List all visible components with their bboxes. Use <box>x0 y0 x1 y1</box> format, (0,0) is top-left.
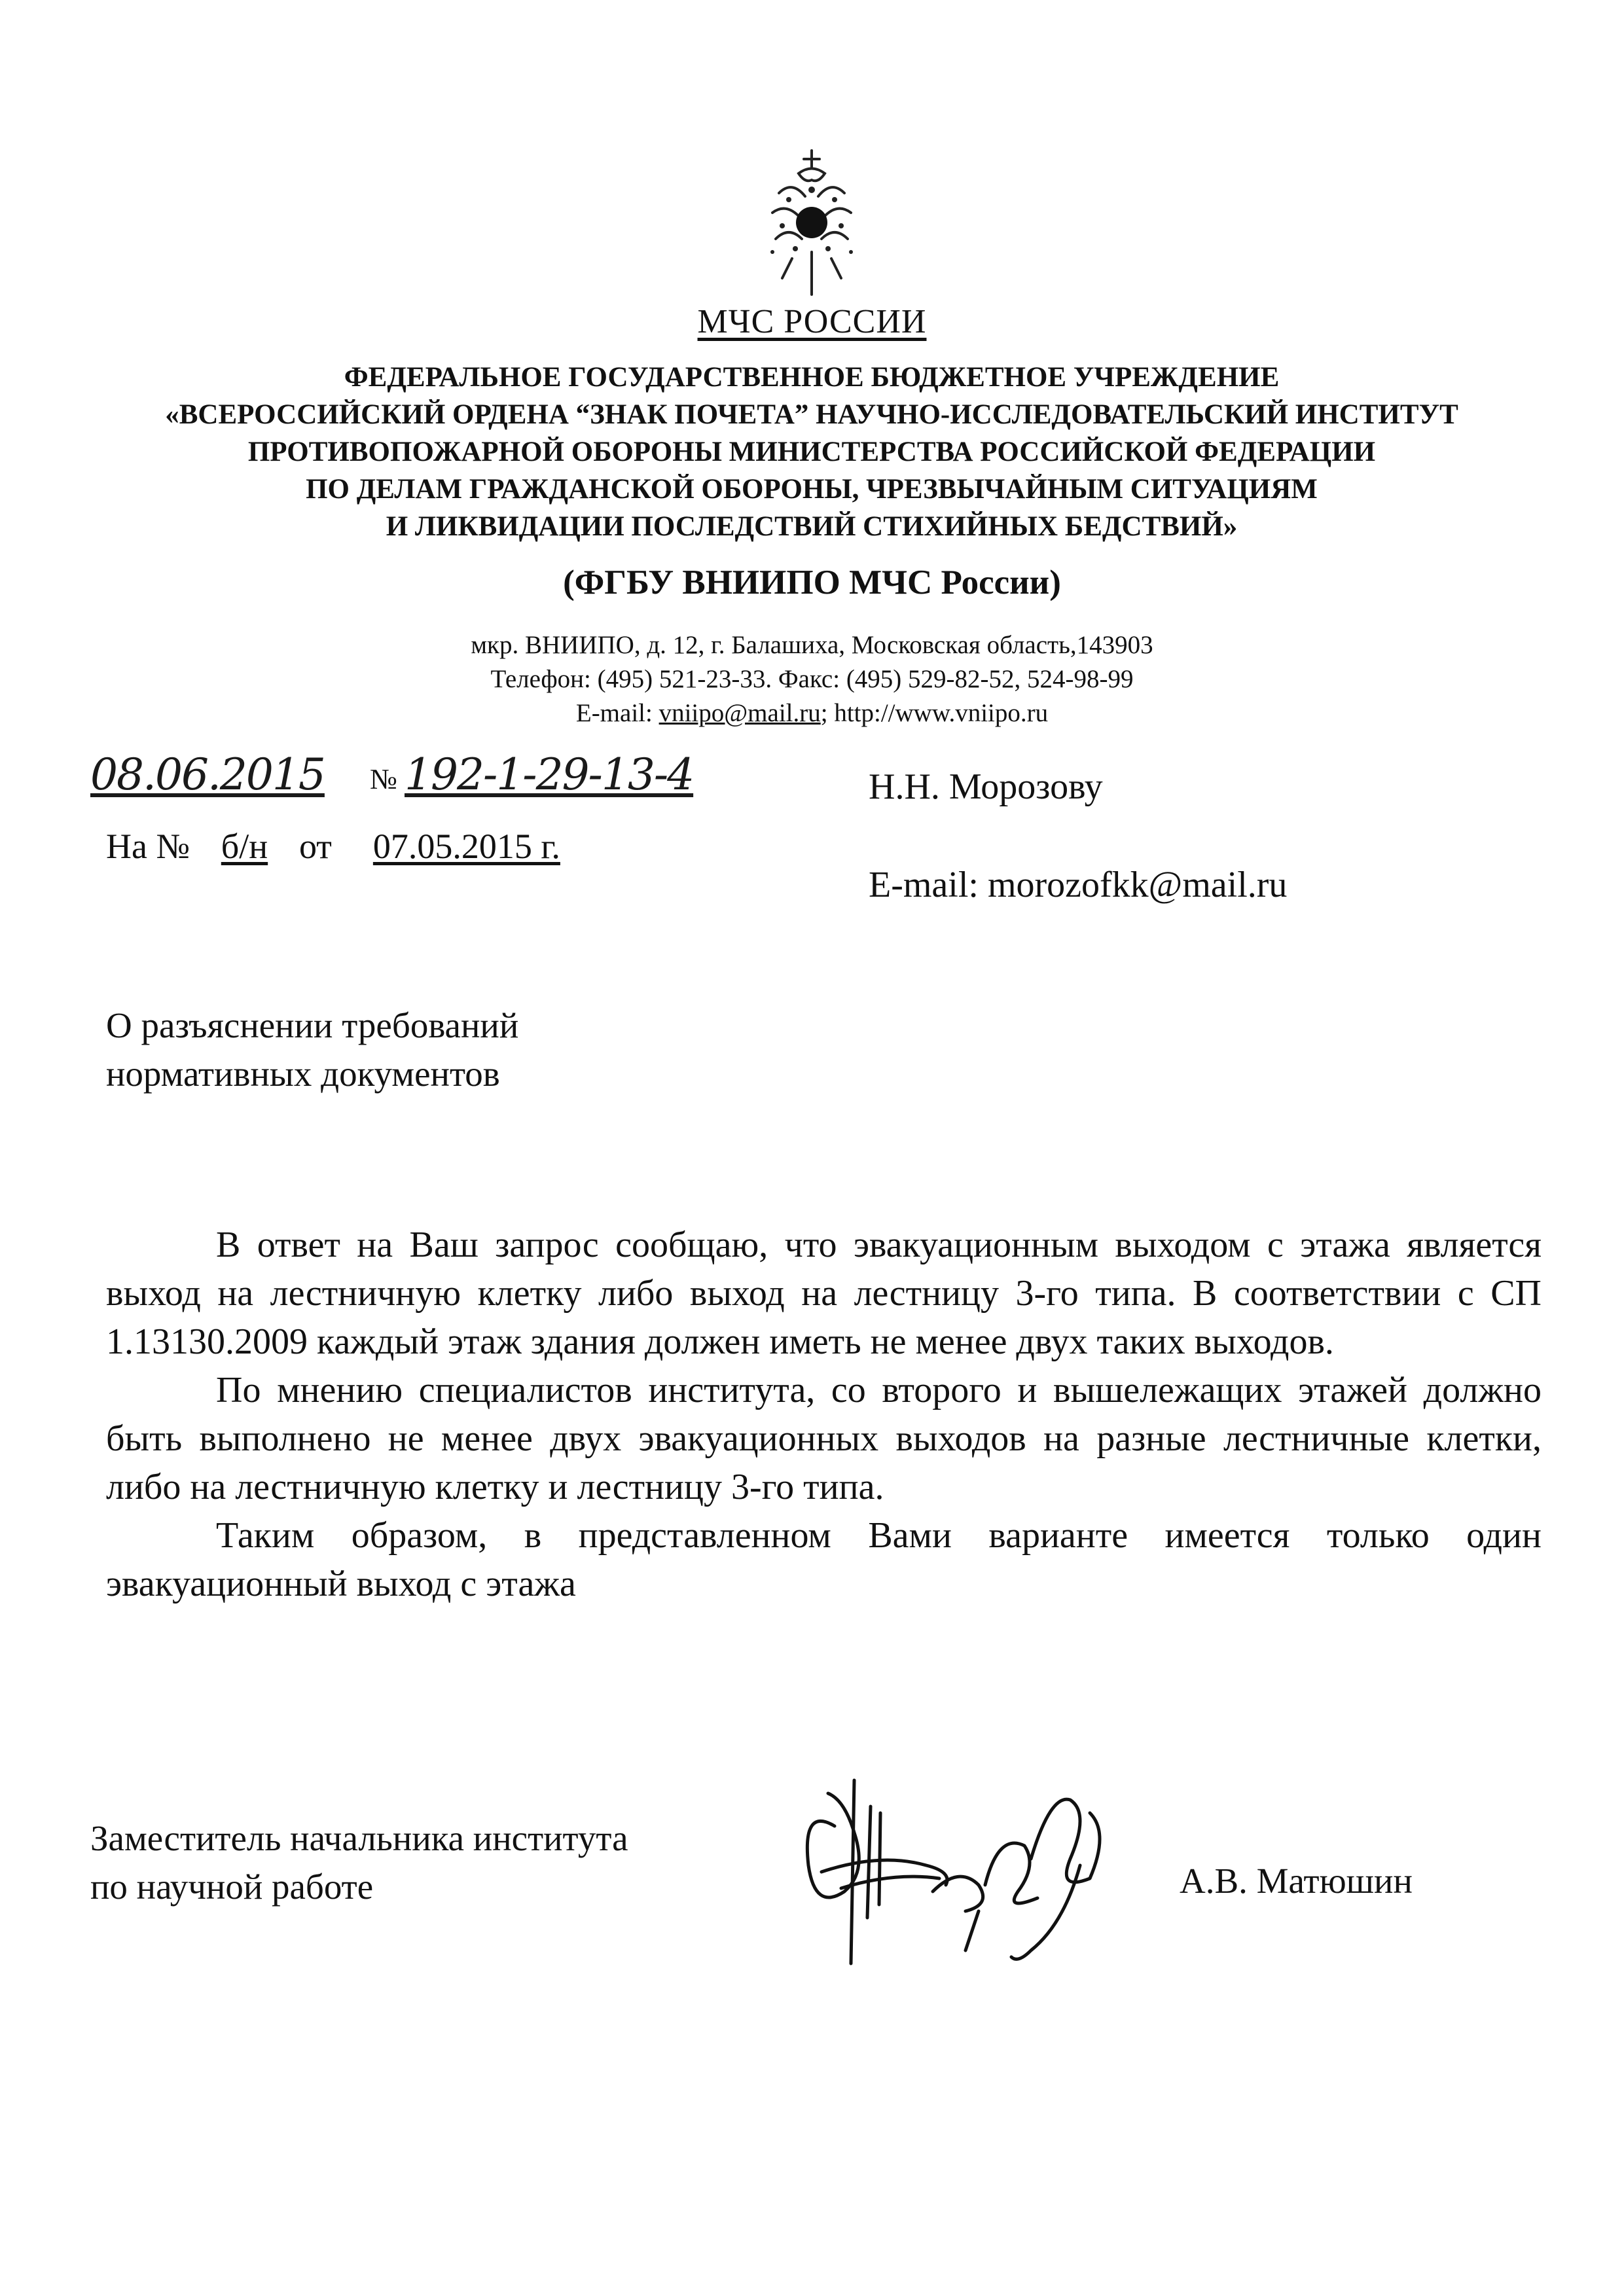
email-web-line <box>0 696 1624 730</box>
reference-line <box>106 826 592 867</box>
agency-name: МЧС РОССИИ <box>697 303 927 340</box>
outgoing-number: 192-1-29-13-4 <box>405 749 694 800</box>
contact-block <box>0 628 1624 730</box>
letter-body <box>106 1221 1542 1608</box>
website: ; http://www.vniipo.ru <box>820 699 1049 727</box>
subject-line: О разъяснении требований <box>106 1005 519 1045</box>
institution-name <box>92 359 1532 545</box>
institution-line: «ВСЕРОССИЙСКИЙ ОРДЕНА “ЗНАК ПОЧЕТА” НАУЧНО-ИССЛЕДОВАТЕЛЬСКИЙ ИНСТИТУТ <box>165 399 1458 430</box>
subject-line: нормативных документов <box>106 1054 500 1094</box>
handwritten-signature-icon <box>782 1754 1123 1970</box>
reference-from-label: от <box>299 827 332 866</box>
phones: Телефон: (495) 521-23-33. Факс: (495) 529-82-52, 524-98-99 <box>490 665 1134 693</box>
body-paragraph: В ответ на Ваш запрос сообщаю, что эвакуационным выходом с этажа является выход на лестничную клетку либо выход на лестницу 3-го типа. В соответствии с СП 1.13130.2009 каждый этаж здания должен иметь не менее двух таких выходов. <box>106 1225 1542 1362</box>
number-sign: № <box>370 763 397 795</box>
signatory-title-line: Заместитель начальника института <box>90 1818 628 1858</box>
signatory-title-line: по научной работе <box>90 1867 374 1907</box>
outgoing-date: 08.06.2015 <box>90 749 325 800</box>
body-paragraph: Таким образом, в представленном Вами варианте имеется только один эвакуационный выход с этажа <box>106 1515 1542 1604</box>
reference-date: 07.05.2015 г. <box>372 827 560 866</box>
signatory-name: А.В. Матюшин <box>1180 1861 1413 1901</box>
reference-prefix: На № <box>106 827 190 866</box>
signatory-title <box>90 1814 628 1911</box>
subject <box>106 1001 518 1098</box>
institution-email-link[interactable]: vniipo@mail.ru <box>659 699 821 727</box>
recipient-email: E-mail: morozofkk@mail.ru <box>869 865 1288 905</box>
institution-line: ФЕДЕРАЛЬНОЕ ГОСУДАРСТВЕННОЕ БЮДЖЕТНОЕ УЧРЕЖДЕНИЕ <box>344 362 1280 393</box>
institution-abbreviation: (ФГБУ ВНИИПО МЧС России) <box>563 564 1061 601</box>
institution-line: И ЛИКВИДАЦИИ ПОСЛЕДСТВИЙ СТИХИЙНЫХ БЕДСТВИЙ» <box>386 511 1238 542</box>
reference-number: б/н <box>221 827 268 866</box>
email-label: E-mail: <box>575 699 659 727</box>
body-paragraph: По мнению специалистов института, со второго и вышележащих этажей должно быть выполнено не менее двух эвакуационных выходов на разные лестничные клетки, либо на лестничную клетку и лестницу 3-го типа. <box>106 1370 1542 1507</box>
address: мкр. ВНИИПО, д. 12, г. Балашиха, Московская область,143903 <box>471 631 1153 659</box>
institution-line: ПРОТИВОПОЖАРНОЙ ОБОРОНЫ МИНИСТЕРСТВА РОССИЙСКОЙ ФЕДЕРАЦИИ <box>247 437 1376 467</box>
institution-line: ПО ДЕЛАМ ГРАЖДАНСКОЙ ОБОРОНЫ, ЧРЕЗВЫЧАЙНЫМ СИТУАЦИЯМ <box>306 474 1318 505</box>
recipient-name: Н.Н. Морозову <box>869 766 1103 807</box>
mchs-emblem-icon <box>753 147 871 298</box>
